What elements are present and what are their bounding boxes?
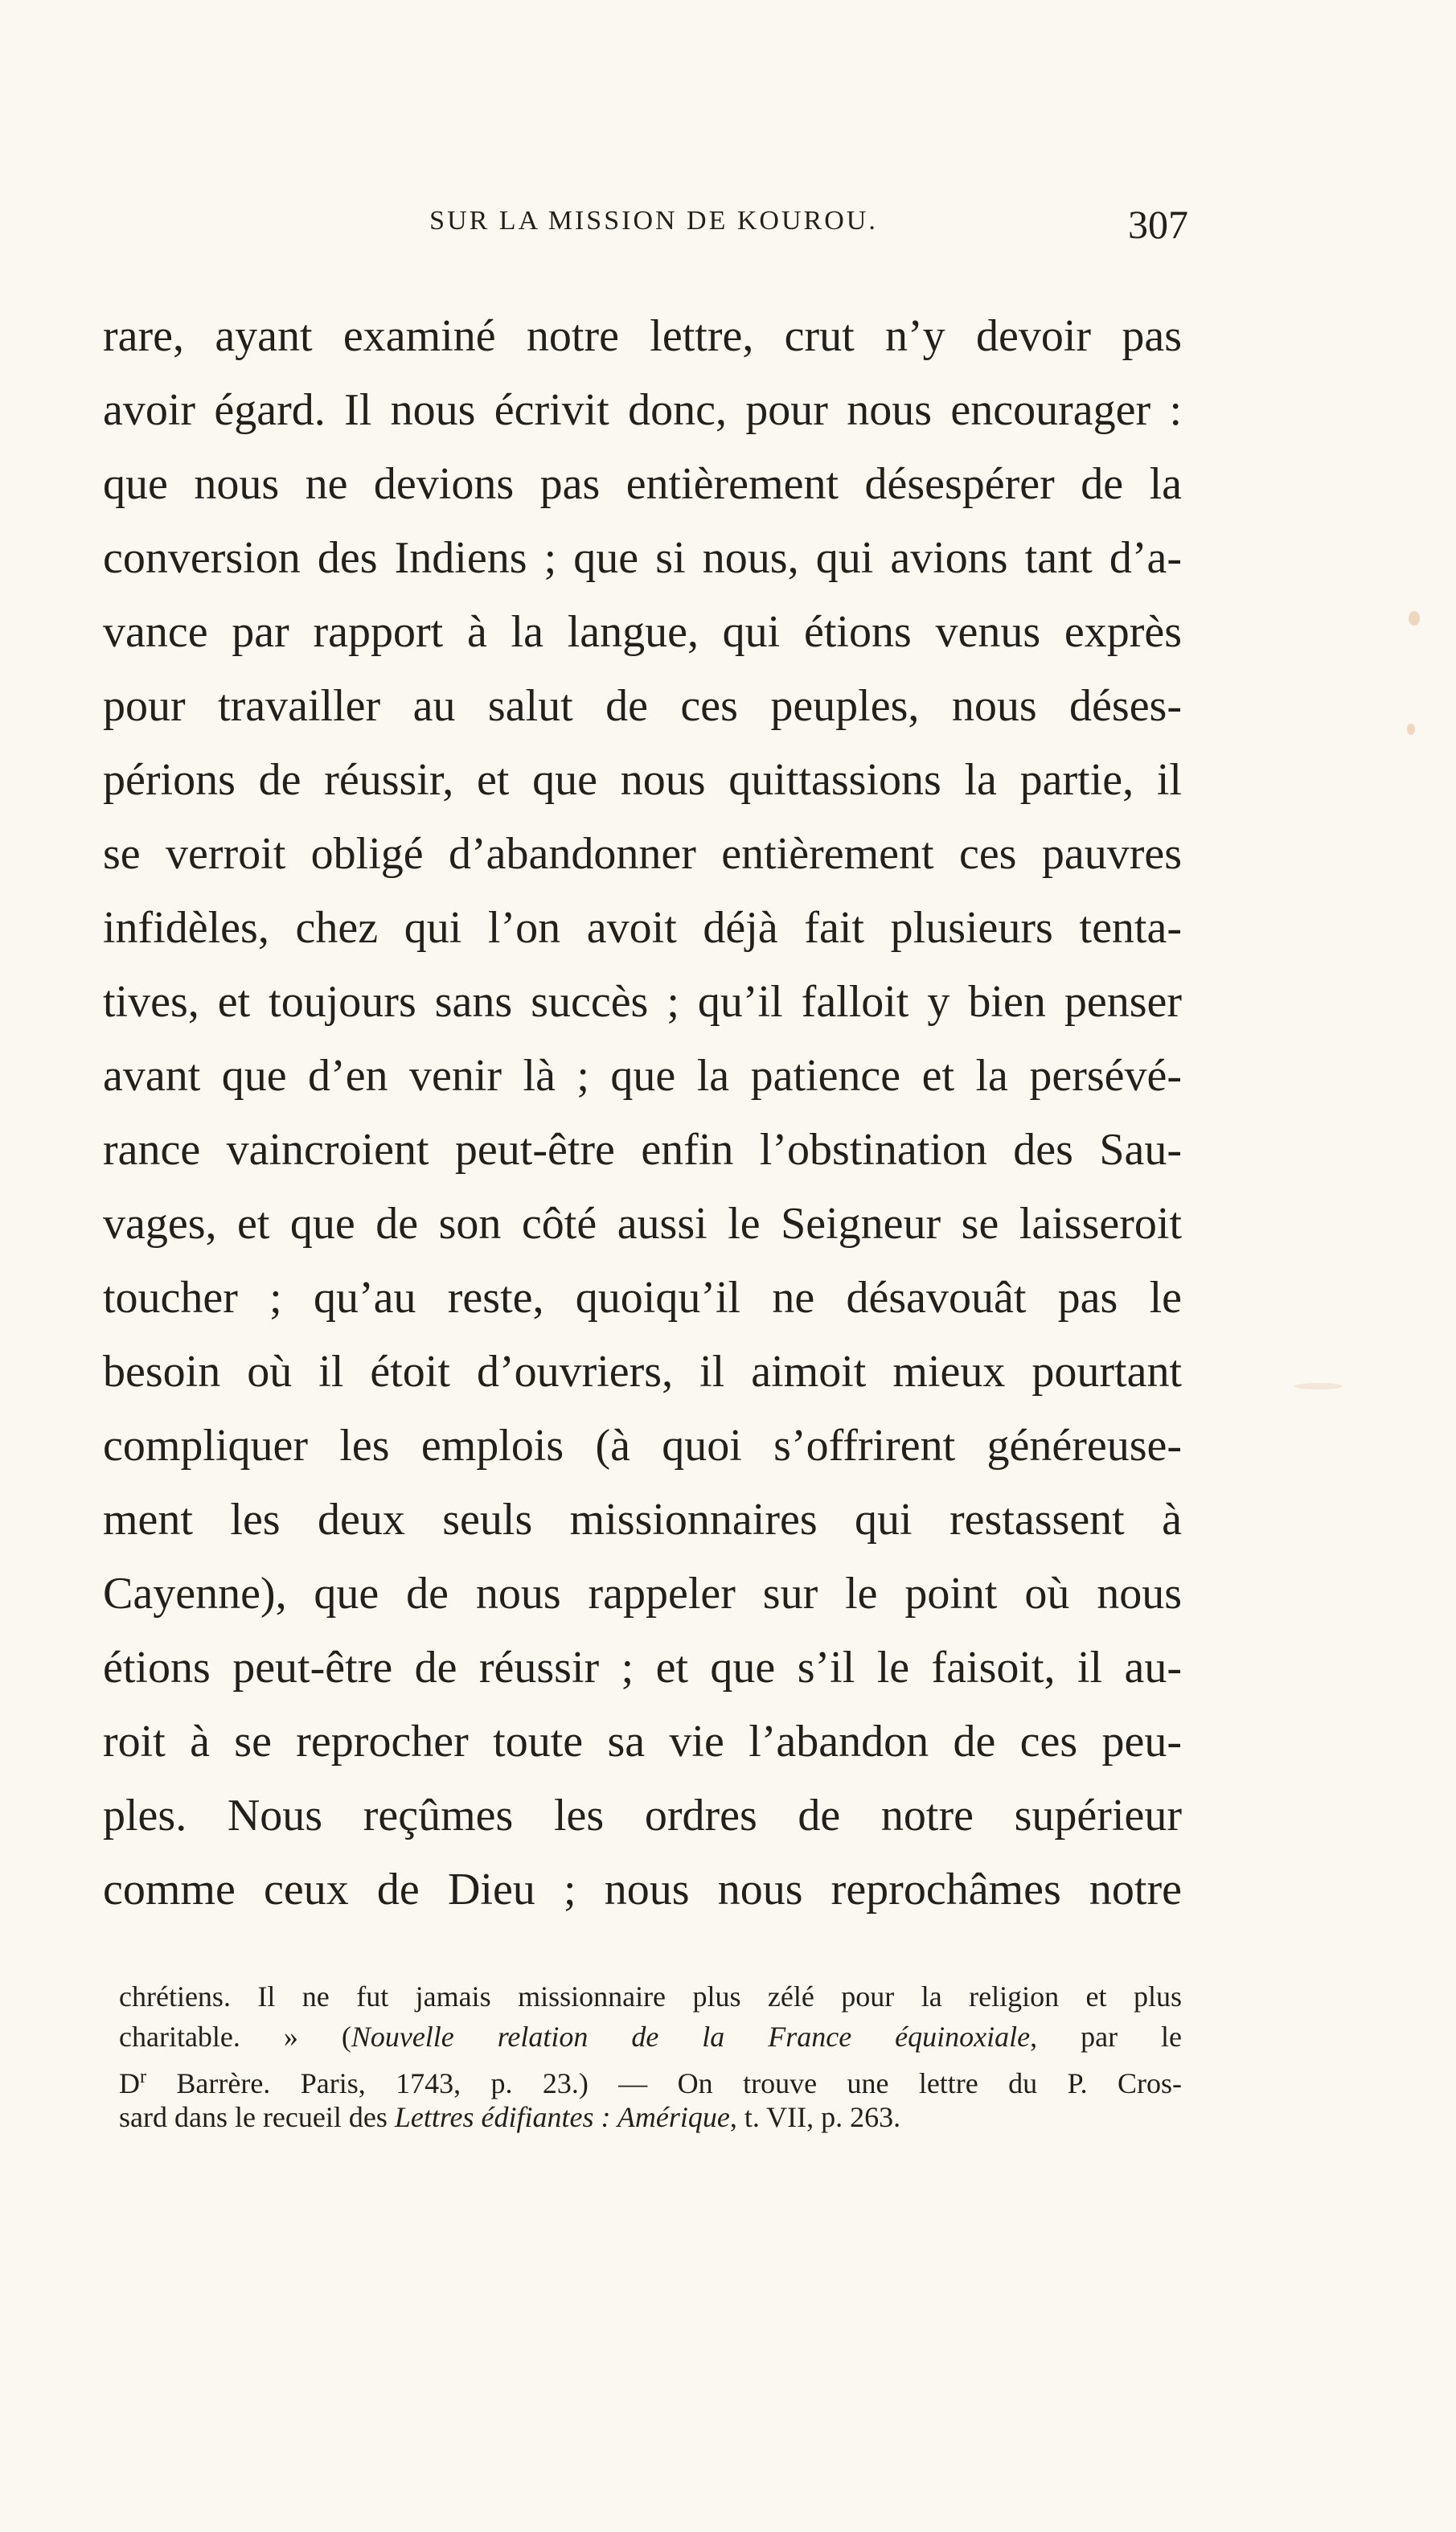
footnote-text: D — [119, 2067, 140, 2099]
footnote-superscript: r — [140, 2066, 146, 2087]
footnote-text: charitable. » ( — [119, 2021, 351, 2053]
body-line: roit à se reprocher toute sa vie l’abandon de ces peu- — [103, 1717, 1182, 1767]
footnote-text: Barrère. Paris, 1743, p. 23.) — On trouve une lettre du P. Cros- — [146, 2067, 1182, 2099]
body-line: se verroit obligé d’abandonner entièrement ces pauvres — [103, 829, 1182, 879]
paper-speck — [1407, 724, 1415, 735]
page-header — [119, 202, 1188, 254]
paper-speck — [1294, 1383, 1343, 1389]
footnote-line: chrétiens. Il ne fut jamais missionnaire plus zélé pour la religion et plus — [119, 1980, 1182, 2013]
body-line: Cayenne), que de nous rappeler sur le point où nous — [103, 1569, 1182, 1619]
footnote-text: , t. VII, p. 263. — [729, 2101, 901, 2133]
running-title: SUR LA MISSION DE KOUROU. — [429, 206, 878, 236]
body-line: vance par rapport à la langue, qui étions venus exprès — [103, 607, 1182, 657]
body-line: rare, ayant examiné notre lettre, crut n’y devoir pas — [103, 311, 1182, 361]
footnote-text: sard dans le recueil des — [119, 2101, 395, 2133]
page-number: 307 — [1128, 202, 1188, 247]
footnote-line — [119, 2057, 1182, 2097]
body-line: ples. Nous reçûmes les ordres de notre supérieur — [103, 1791, 1182, 1841]
body-line: infidèles, chez qui l’on avoit déjà fait plusieurs tenta- — [103, 903, 1182, 953]
body-line: avoir égard. Il nous écrivit donc, pour nous encourager : — [103, 385, 1182, 435]
footnote-work-title: Nouvelle relation de la France équinoxiale — [351, 2021, 1031, 2053]
footnote-line — [119, 2017, 1182, 2057]
footnote-line — [119, 2097, 1182, 2137]
body-line: rance vaincroient peut-être enfin l’obstination des Sau- — [103, 1125, 1182, 1175]
body-line: compliquer les emplois (à quoi s’offrirent généreuse- — [103, 1421, 1182, 1471]
body-line: besoin où il étoit d’ouvriers, il aimoit mieux pourtant — [103, 1347, 1182, 1397]
body-line: pour travailler au salut de ces peuples, nous déses- — [103, 681, 1182, 731]
footnote — [119, 1976, 1182, 2137]
body-line: avant que d’en venir là ; que la patience et la persévé- — [103, 1051, 1182, 1101]
body-line: que nous ne devions pas entièrement désespérer de la — [103, 459, 1182, 509]
footnote-text: , par le — [1030, 2021, 1182, 2053]
body-text — [103, 299, 1182, 1927]
paper-speck — [1409, 611, 1420, 626]
body-line: comme ceux de Dieu ; nous nous reprochâmes notre — [103, 1865, 1182, 1914]
body-line: périons de réussir, et que nous quittassions la partie, il — [103, 755, 1182, 805]
footnote-work-title: Lettres édifiantes : Amérique — [394, 2101, 730, 2133]
body-line: ment les deux seuls missionnaires qui restassent à — [103, 1495, 1182, 1545]
body-line: conversion des Indiens ; que si nous, qui avions tant d’a- — [103, 533, 1182, 583]
body-line: toucher ; qu’au reste, quoiqu’il ne désavouât pas le — [103, 1273, 1182, 1323]
body-line: étions peut-être de réussir ; et que s’il le faisoit, il au- — [103, 1643, 1182, 1693]
body-line: vages, et que de son côté aussi le Seigneur se laisseroit — [103, 1199, 1182, 1249]
body-line: tives, et toujours sans succès ; qu’il falloit y bien penser — [103, 977, 1182, 1027]
